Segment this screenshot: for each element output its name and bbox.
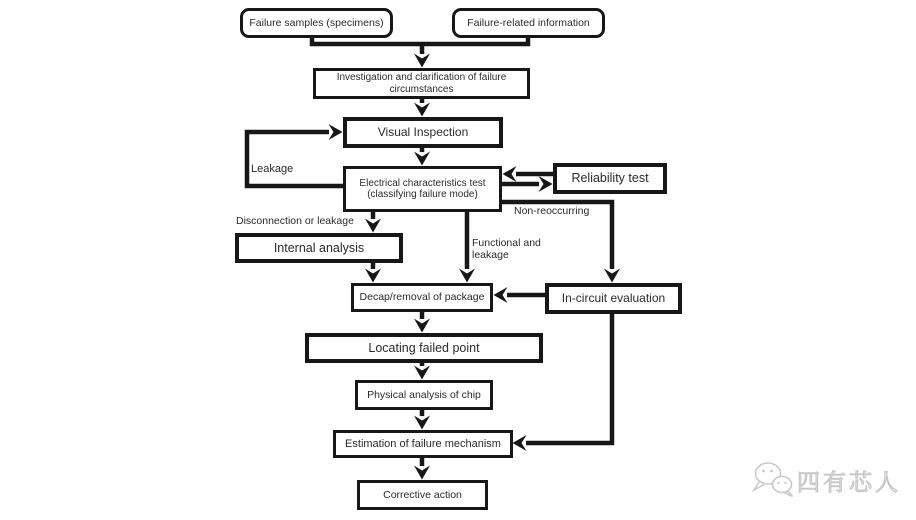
node-estimation-failure-mechanism: Estimation of failure mechanism <box>333 430 513 458</box>
edge-label-functional-line1: Functional and <box>472 237 541 249</box>
edge-label-disconnection-or-leakage: Disconnection or leakage <box>236 215 354 227</box>
edge-label-non-reoccurring: Non-reoccurring <box>514 205 590 217</box>
node-failure-samples: Failure samples (specimens) <box>240 8 393 38</box>
watermark-text: 四有芯人 <box>797 469 901 495</box>
node-internal-analysis: Internal analysis <box>235 233 403 263</box>
node-locating-failed-point: Locating failed point <box>305 333 543 363</box>
node-electrical-characteristics-test <box>343 166 502 212</box>
node-electrical-line2: (classifying failure mode) <box>367 189 478 200</box>
node-investigation: Investigation and clarification of failure circumstances <box>313 68 530 99</box>
node-corrective-action: Corrective action <box>357 480 488 510</box>
node-visual-inspection: Visual Inspection <box>343 117 503 148</box>
wechat-chat-bubbles-icon <box>754 463 793 497</box>
edge-leakage-loop <box>247 132 343 186</box>
node-in-circuit-evaluation: In-circuit evaluation <box>545 283 682 314</box>
node-failure-related-information: Failure-related information <box>452 8 605 38</box>
edge-label-functional-line2: leakage <box>472 248 509 261</box>
node-reliability-test: Reliability test <box>553 163 667 194</box>
node-electrical-line1: Electrical characteristics test <box>359 177 486 189</box>
node-decap-removal: Decap/removal of package <box>351 283 493 312</box>
edge-label-functional-and-leakage <box>472 238 541 261</box>
edge-label-leakage: Leakage <box>251 163 294 175</box>
node-physical-analysis: Physical analysis of chip <box>355 380 493 410</box>
